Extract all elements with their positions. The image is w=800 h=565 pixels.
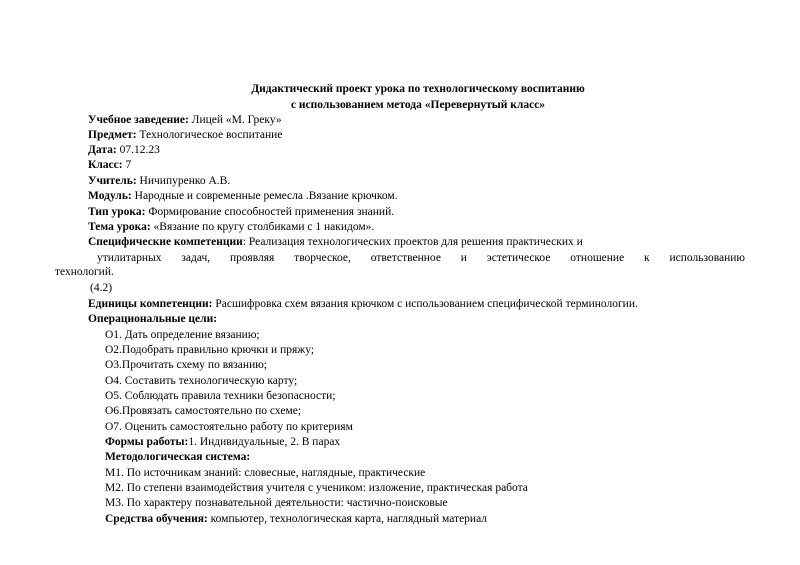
field-teacher [88,174,230,190]
operational-goal-item: О4. Составить технологическую карту; [105,375,298,387]
field-date [88,143,160,159]
teaching-tools-value: компьютер, технологическая карта, наглядный материал [207,513,488,525]
document-title-line-1: Дидактический проект урока по технологическому воспитанию [251,83,585,95]
field-lesson-type [88,205,394,221]
document-title-line-2: с использованием метода «Перевернутый класс» [290,99,546,111]
field-topic-label: Тема урока: [88,221,151,233]
field-lesson-type-value: Формирование способностей применения знаний. [145,206,395,218]
operational-goal-item: О7. Оценить самостоятельно работу по критериям [105,421,353,433]
operational-goal-item: О1. Дать определение вязанию; [105,329,260,341]
field-subject-value: Технологическое воспитание [136,129,283,141]
operational-goals-heading: Операциональные цели: [88,313,218,325]
field-school-label: Учебное заведение: [88,114,189,126]
field-module [88,189,398,205]
field-topic [88,220,374,236]
field-subject [88,128,282,144]
field-module-label: Модуль: [88,190,132,202]
specific-competences-line-3: технологий. [55,266,114,278]
field-topic-value: «Вязание по кругу столбиками с 1 накидом». [150,221,375,233]
teaching-tools-label: Средства обучения: [105,513,208,525]
competence-units-value: Расшифровка схем вязания крючком с использованием специфической терминологии. [212,298,638,310]
field-grade-label: Класс: [88,159,123,171]
operational-goal-item: О2.Подобрать правильно крючки и пряжу; [105,344,315,356]
operational-goal-item: О5. Соблюдать правила техники безопасности; [105,390,336,402]
field-lesson-type-label: Тип урока: [88,206,146,218]
competence-units [88,297,638,313]
competence-units-label: Единицы компетенции: [88,298,213,310]
field-module-value: Народные и современные ремесла .Вязание крючком. [131,190,398,202]
field-grade-value: 7 [122,159,132,171]
specific-competences-line-2: утилитарных задач, проявляя творческое, ответственное и эстетическое отношение к использованию [97,252,745,264]
field-grade [88,158,131,174]
field-date-label: Дата: [88,144,117,156]
specific-competences-code: (4.2) [90,282,113,294]
field-school [88,113,282,129]
work-forms-value: 1. Индивидуальные, 2. В парах [188,436,341,448]
work-forms [105,435,340,451]
methodology-item: М2. По степени взаимодействия учителя с учеником: изложение, практическая работа [105,482,528,494]
methodology-item: М1. По источникам знаний: словесные, наглядные, практические [105,467,426,479]
methodology-item: М3. По характеру познавательной деятельности: частично-поисковые [105,497,448,509]
field-school-value: Лицей «М. Греку» [188,114,282,126]
field-subject-label: Предмет: [88,129,137,141]
work-forms-label: Формы работы: [105,436,189,448]
specific-competences [88,235,583,251]
specific-competences-label: Специфические компетенции [88,236,243,248]
field-date-value: 07.12.23 [116,144,160,156]
field-teacher-label: Учитель: [88,175,137,187]
specific-competences-line-1: : Реализация технологических проектов для решения практических и [242,236,583,248]
teaching-tools [105,512,487,528]
operational-goal-item: О3.Прочитать схему по вязанию; [105,359,268,371]
field-teacher-value: Ничипуренко А.В. [136,175,231,187]
operational-goal-item: О6.Провязать самостоятельно по схеме; [105,405,302,417]
methodology-heading: Методологическая система: [105,451,251,463]
